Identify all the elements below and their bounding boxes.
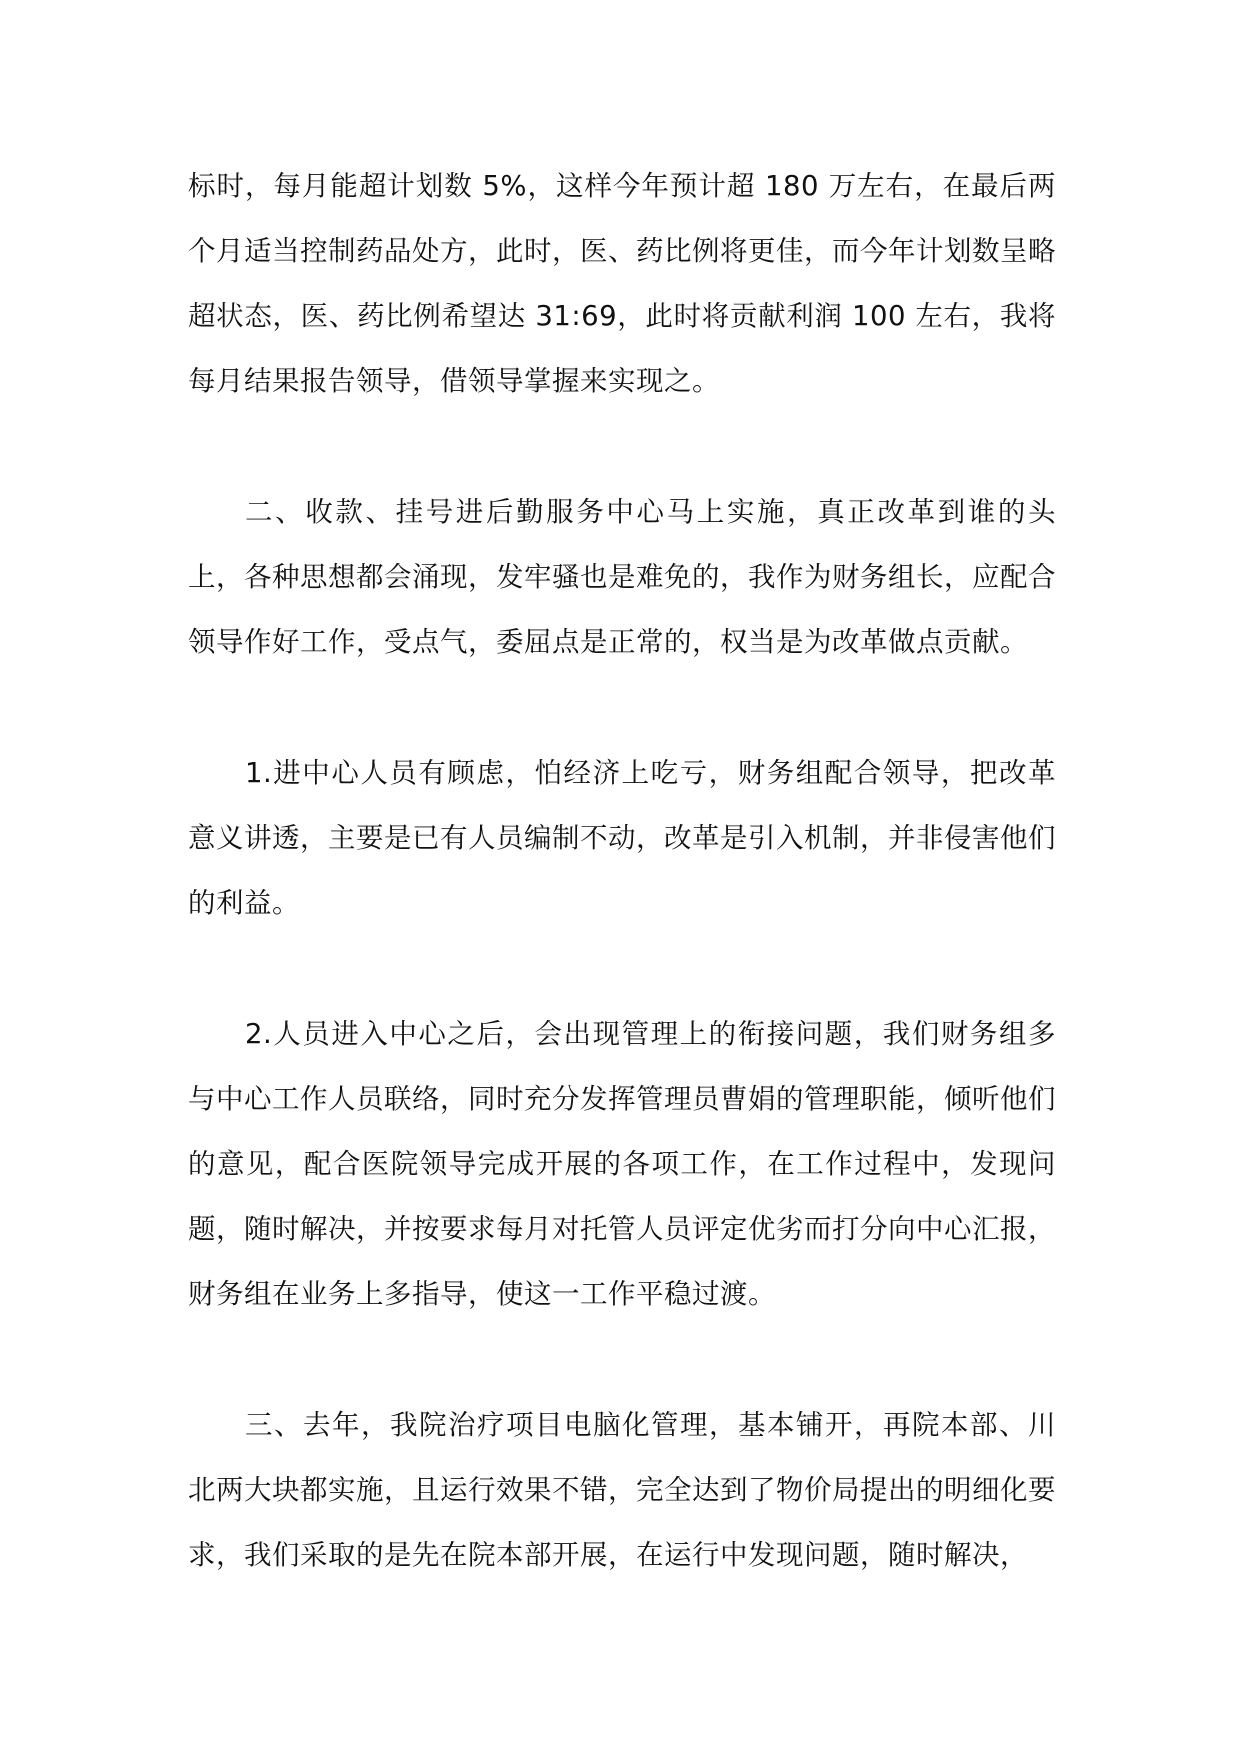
paragraph-item-one: 1.进中心人员有顾虑，怕经济上吃亏，财务组配合领导，把改革意义讲透，主要是已有人员编制不动，改革是引入机制，并非侵害他们的利益。 <box>188 757 1056 919</box>
paragraph-item-two: 2.人员进入中心之后，会出现管理上的衔接问题，我们财务组多与中心工作人员联络，同时充分发挥管理员曹娟的管理职能，倾听他们的意见，配合医院领导完成开展的各项工作，在工作过程中，发现问题，随时解决，并按要求每月对托管人员评定优劣而打分向中心汇报，财务组在业务上多指导，使这一工作平稳过渡。 <box>188 1018 1056 1310</box>
paragraph-section-two: 二、收款、挂号进后勤服务中心马上实施，真正改革到谁的头上，各种思想都会涌现，发牢骚也是难免的，我作为财务组长，应配合领导作好工作，受点气，委屈点是正常的，权当是为改革做点贡献。 <box>188 496 1056 658</box>
paragraph-continuation: 标时，每月能超计划数 5%，这样今年预计超 180 万左右，在最后两个月适当控制药品处方，此时，医、药比例将更佳，而今年计划数呈略超状态，医、药比例希望达 31:69，此时将贡献利润 100 左右，我将每月结果报告领导，借领导掌握来实现之。 <box>188 170 1056 397</box>
paragraph-section-three: 三、去年，我院治疗项目电脑化管理，基本铺开，再院本部、川北两大块都实施，且运行效果不错，完全达到了物价局提出的明细化要求，我们采取的是先在院本部开展，在运行中发现问题，随时解决， <box>188 1409 1056 1571</box>
document-page <box>188 154 1056 1654</box>
